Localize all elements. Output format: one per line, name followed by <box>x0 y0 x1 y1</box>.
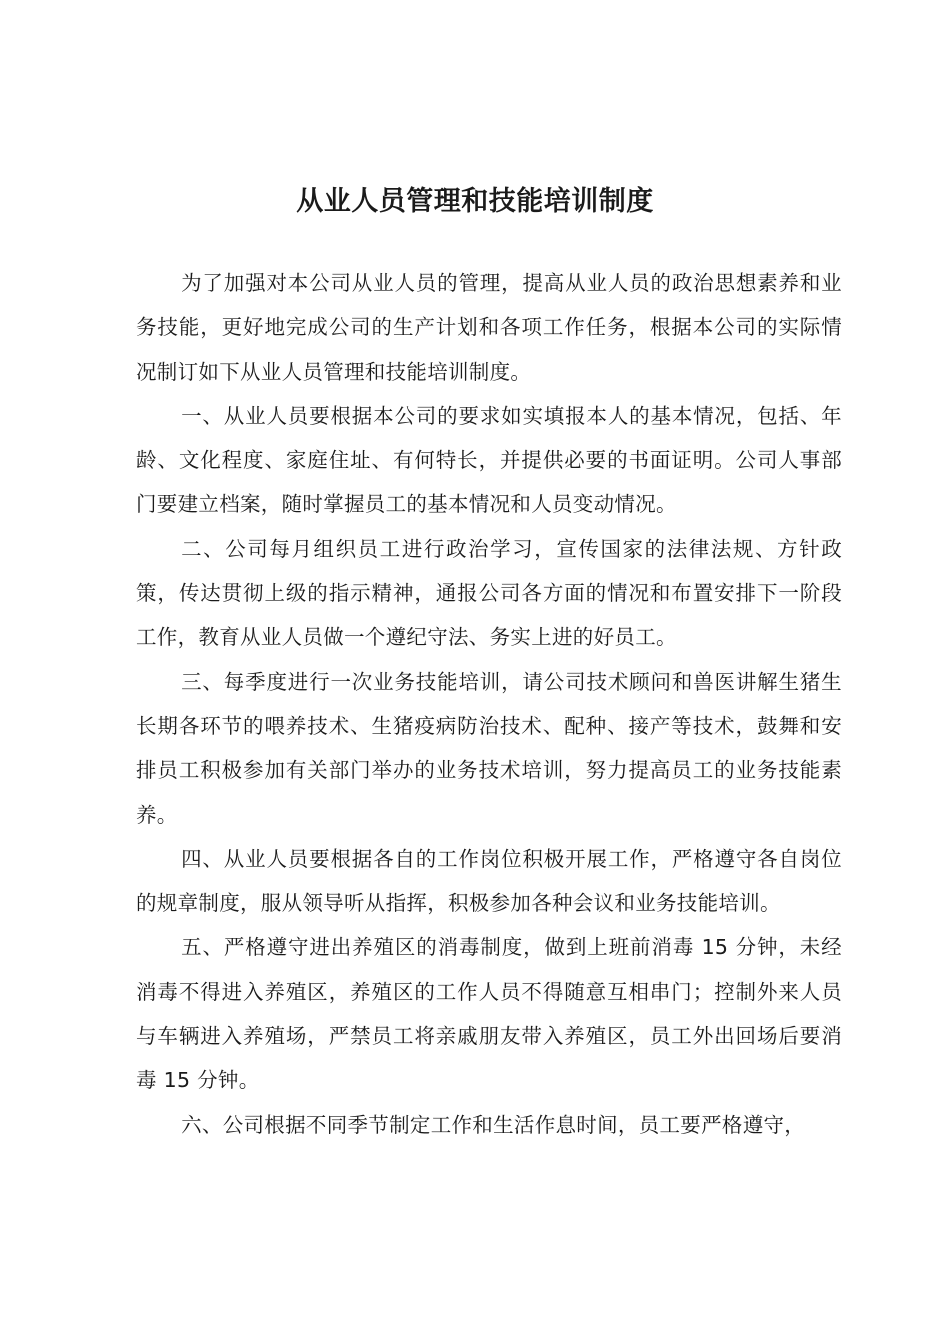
document-body <box>136 261 842 1147</box>
paragraph-intro: 为了加强对本公司从业人员的管理，提高从业人员的政治思想素养和业务技能，更好地完成公司的生产计划和各项工作任务，根据本公司的实际情况制订如下从业人员管理和技能培训制度。 <box>136 271 842 384</box>
paragraph-clause-4: 四、从业人员要根据各自的工作岗位积极开展工作，严格遵守各自岗位的规章制度，服从领导听从指挥，积极参加各种会议和业务技能培训。 <box>136 846 842 916</box>
paragraph-clause-1: 一、从业人员要根据本公司的要求如实填报本人的基本情况，包括、年龄、文化程度、家庭住址、有何特长，并提供必要的书面证明。公司人事部门要建立档案，随时掌握员工的基本情况和人员变动情况。 <box>136 403 842 517</box>
paragraph-clause-5: 五、严格遵守进出养殖区的消毒制度，做到上班前消毒 15 分钟，未经消毒不得进入养殖区，养殖区的工作人员不得随意互相串门；控制外来人员与车辆进入养殖场，严禁员工将亲戚朋友带入养殖区，员工外出回场后要消毒 15 分钟。 <box>136 935 842 1093</box>
paragraph-clause-2: 二、公司每月组织员工进行政治学习，宣传国家的法律法规、方针政策，传达贯彻上级的指示精神，通报公司各方面的情况和布置安排下一阶段工作，教育从业人员做一个遵纪守法、务实上进的好员工。 <box>136 536 842 650</box>
paragraph-clause-6: 六、公司根据不同季节制定工作和生活作息时间，员工要严格遵守， <box>181 1112 806 1137</box>
paragraph-clause-3: 三、每季度进行一次业务技能培训，请公司技术顾问和兽医讲解生猪生长期各环节的喂养技术、生猪疫病防治技术、配种、接产等技术，鼓舞和安排员工积极参加有关部门举办的业务技术培训，努力提高员工的业务技能素养。 <box>136 669 842 827</box>
document-title: 从业人员管理和技能培训制度 <box>296 186 654 217</box>
